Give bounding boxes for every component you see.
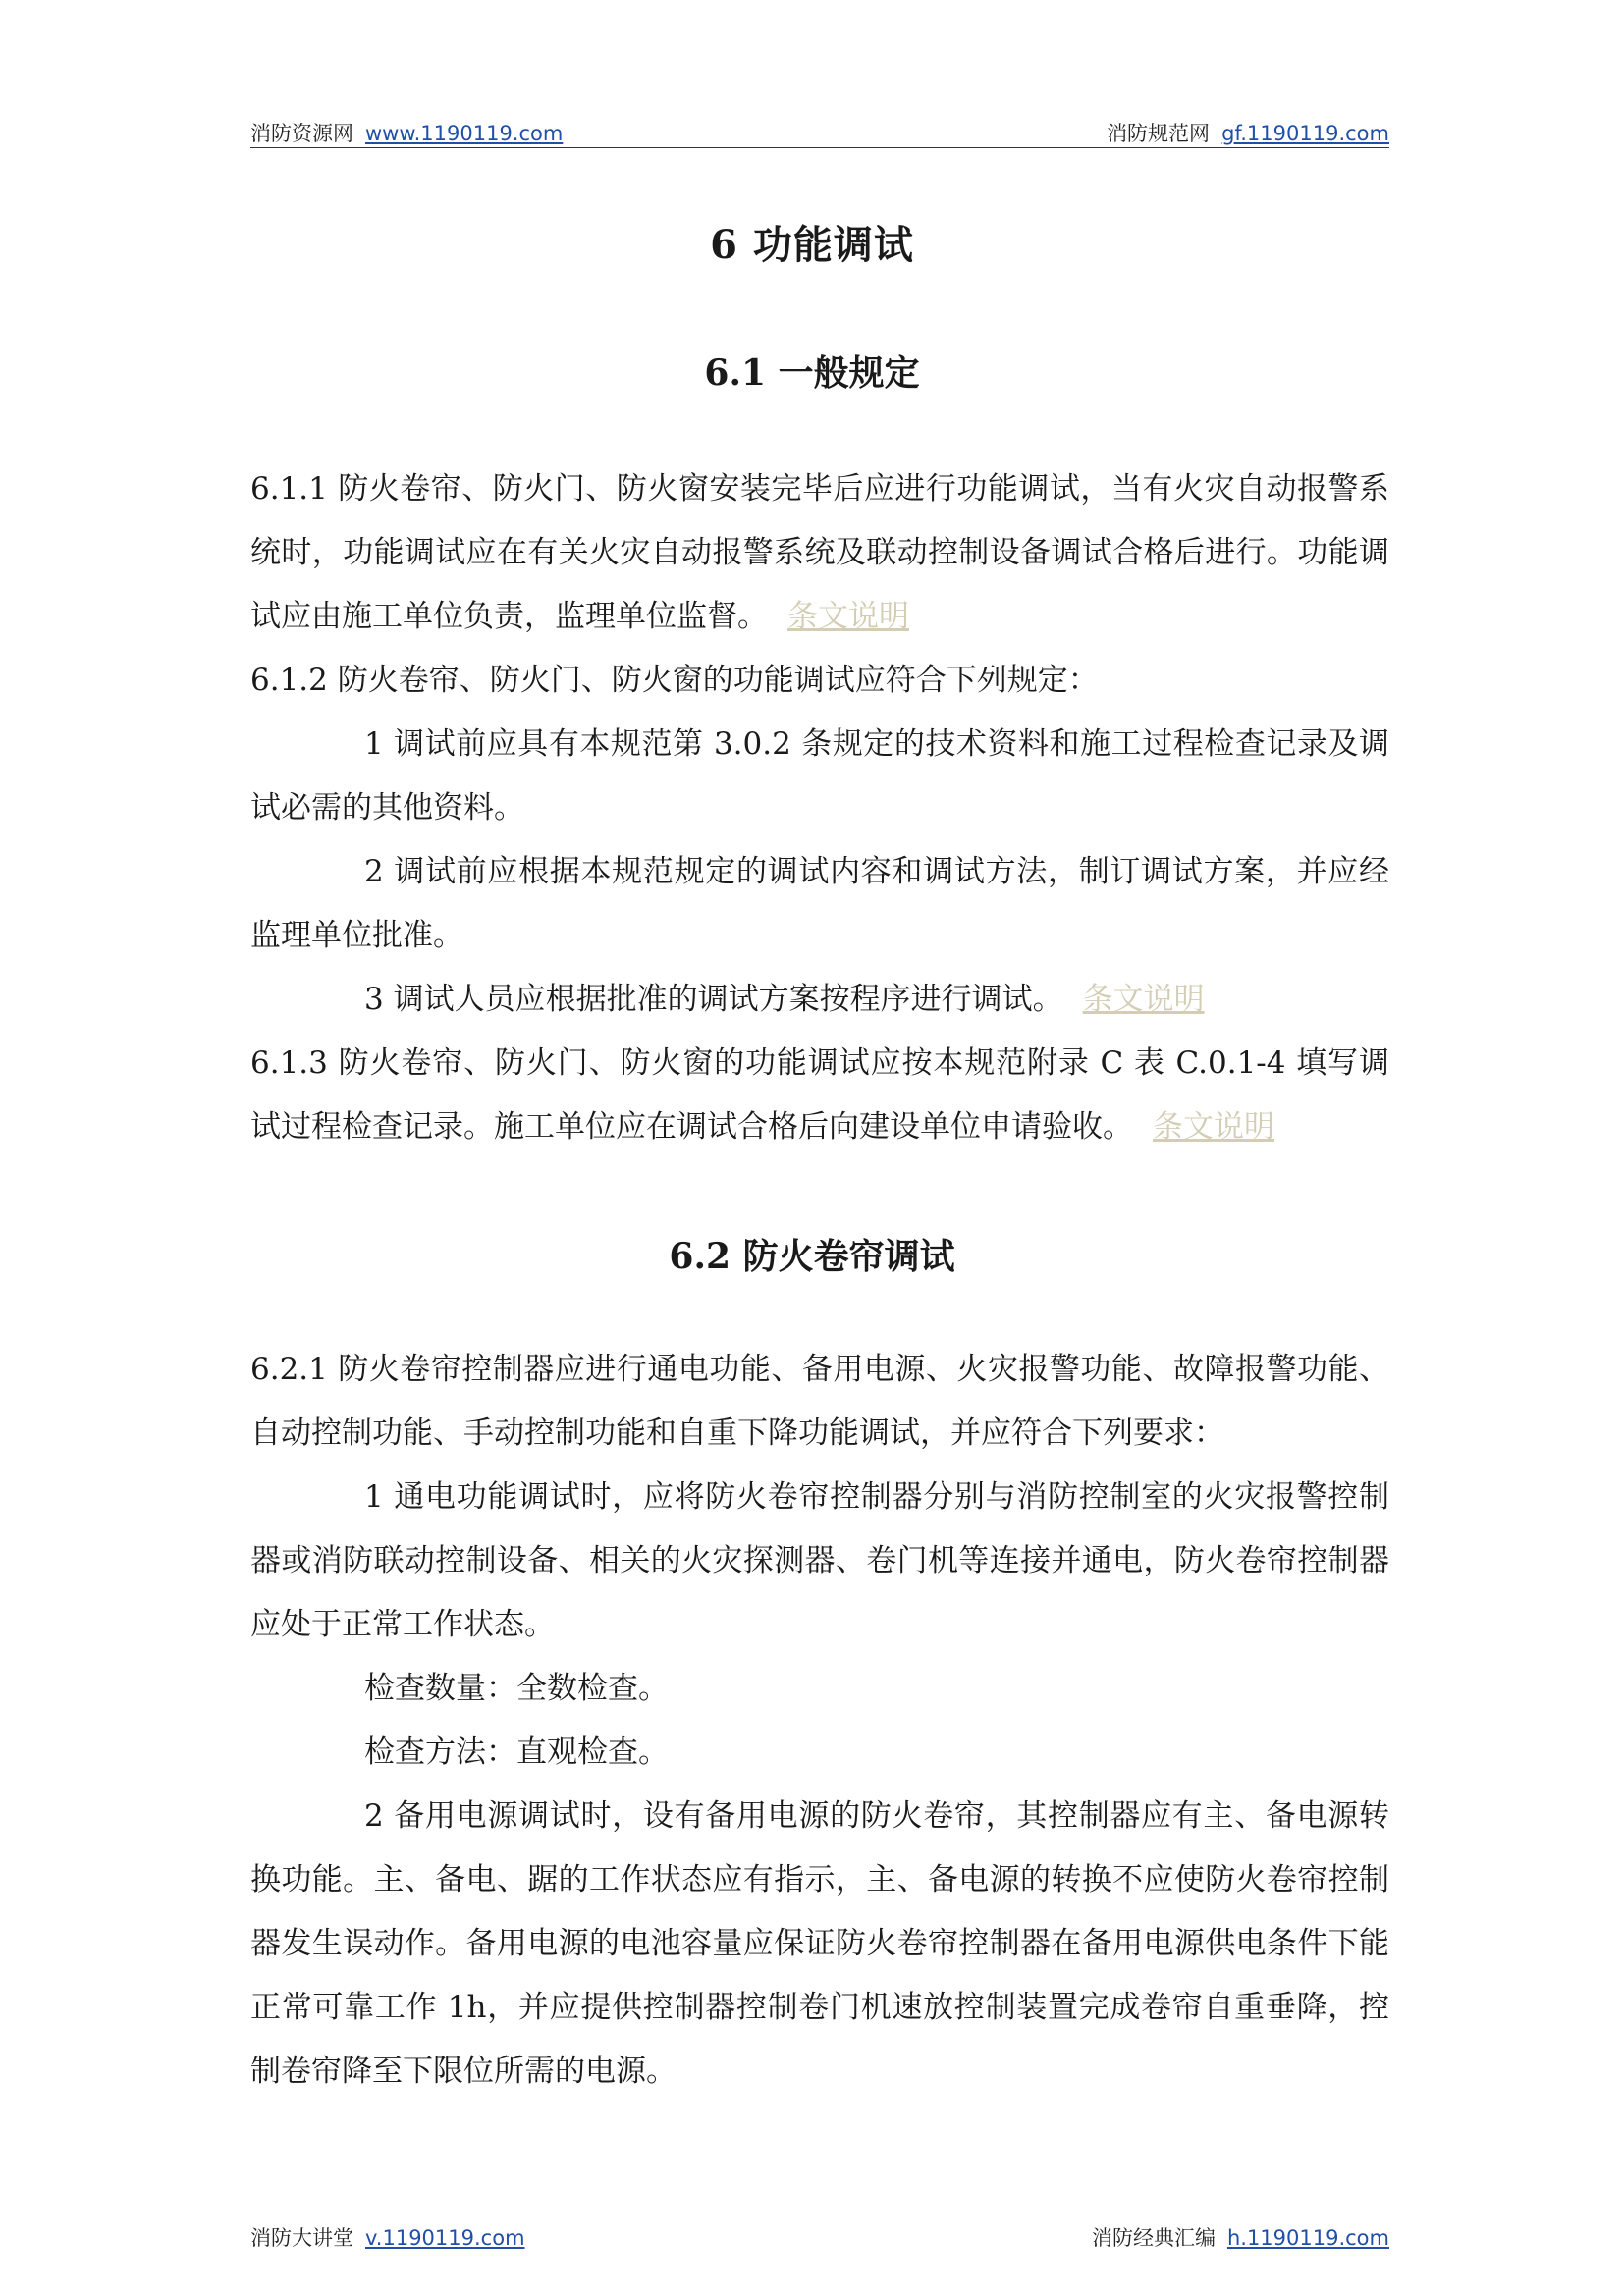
clause-6-1-3	[250, 1032, 1389, 1159]
footer-left-link[interactable]: v.1190119.com	[365, 2226, 525, 2250]
explanation-link[interactable]: 条文说明	[787, 599, 909, 634]
clause-text: 检查方法：直观检查。	[364, 1735, 669, 1770]
clause-text: 1 通电功能调试时，应将防火卷帘控制器分别与消防控制室的火灾报警控制器或消防联动控制设备、相关的火灾探测器、卷门机等连接并通电，防火卷帘控制器应处于正常工作状态。	[250, 1479, 1389, 1642]
clause-text: 6.2.1 防火卷帘控制器应进行通电功能、备用电源、火灾报警功能、故障报警功能、自动控制功能、手动控制功能和自重下降功能调试，并应符合下列要求：	[250, 1352, 1389, 1451]
clause-6-1-2-item-1	[250, 713, 1389, 840]
clause-text: 6.1.2 防火卷帘、防火门、防火窗的功能调试应符合下列规定：	[250, 663, 1099, 698]
page-footer	[250, 2222, 1389, 2252]
footer-right-link[interactable]: h.1190119.com	[1226, 2226, 1389, 2250]
clause-6-2-1-item-1	[250, 1466, 1389, 1657]
clause-text: 6.1.3 防火卷帘、防火门、防火窗的功能调试应按本规范附录 C 表 C.0.1-4 填写调试过程检查记录。施工单位应在调试合格后向建设单位申请验收。	[250, 1045, 1389, 1145]
explanation-link[interactable]: 条文说明	[1153, 1109, 1274, 1145]
clause-text: 6.1.1 防火卷帘、防火门、防火窗安装完毕后应进行功能调试，当有火灾自动报警系统时，功能调试应在有关火灾自动报警系统及联动控制设备调试合格后进行。功能调试应由施工单位负责，监理单位监督。	[250, 471, 1389, 634]
header-left-site: 消防资源网	[250, 122, 353, 145]
clause-text: 1 调试前应具有本规范第 3.0.2 条规定的技术资料和施工过程检查记录及调试必需的其他资料。	[250, 726, 1389, 826]
footer-right	[1092, 2222, 1389, 2252]
header-right-site: 消防规范网	[1107, 122, 1211, 145]
clause-6-1-2-item-2	[250, 840, 1389, 968]
clause-6-1-2	[250, 649, 1389, 713]
clause-6-2-1-item-2	[250, 1785, 1389, 2104]
clause-text: 3 调试人员应根据批准的调试方案按程序进行调试。	[364, 982, 1063, 1017]
header-left	[250, 118, 563, 147]
footer-left-site: 消防大讲堂	[250, 2226, 353, 2250]
chapter-title: 6 功能调试	[710, 222, 914, 268]
footer-left	[250, 2222, 525, 2252]
footer-right-site: 消防经典汇编	[1091, 2226, 1216, 2250]
clause-6-1-2-item-3	[250, 968, 1389, 1032]
clause-6-1-1	[250, 457, 1389, 649]
header-left-link[interactable]: www.1190119.com	[365, 122, 564, 145]
clause-text: 检查数量：全数检查。	[364, 1671, 669, 1706]
header-right	[1107, 118, 1389, 147]
explanation-link[interactable]: 条文说明	[1082, 982, 1205, 1017]
header-right-link[interactable]: gf.1190119.com	[1221, 122, 1389, 145]
section-title-6-1: 6.1 一般规定	[704, 352, 920, 394]
clause-text: 2 备用电源调试时，设有备用电源的防火卷帘，其控制器应有主、备电源转换功能。主、备电、踞的工作状态应有指示，主、备电源的转换不应使防火卷帘控制器发生误动作。备用电源的电池容量应保证防火卷帘控制器在备用电源供电条件下能正常可靠工作 1h，并应提供控制器控制卷门机速放控制装置完成卷帘自重垂降，控制卷帘降至下限位所需的电源。	[250, 1798, 1389, 2089]
check-quantity	[250, 1657, 1389, 1721]
page-header	[250, 120, 1389, 148]
check-method	[250, 1721, 1389, 1785]
clause-text: 2 调试前应根据本规范规定的调试内容和调试方法，制订调试方案，并应经监理单位批准。	[250, 854, 1389, 953]
section-title-6-2: 6.2 防火卷帘调试	[669, 1236, 955, 1277]
clause-6-2-1	[250, 1338, 1389, 1466]
